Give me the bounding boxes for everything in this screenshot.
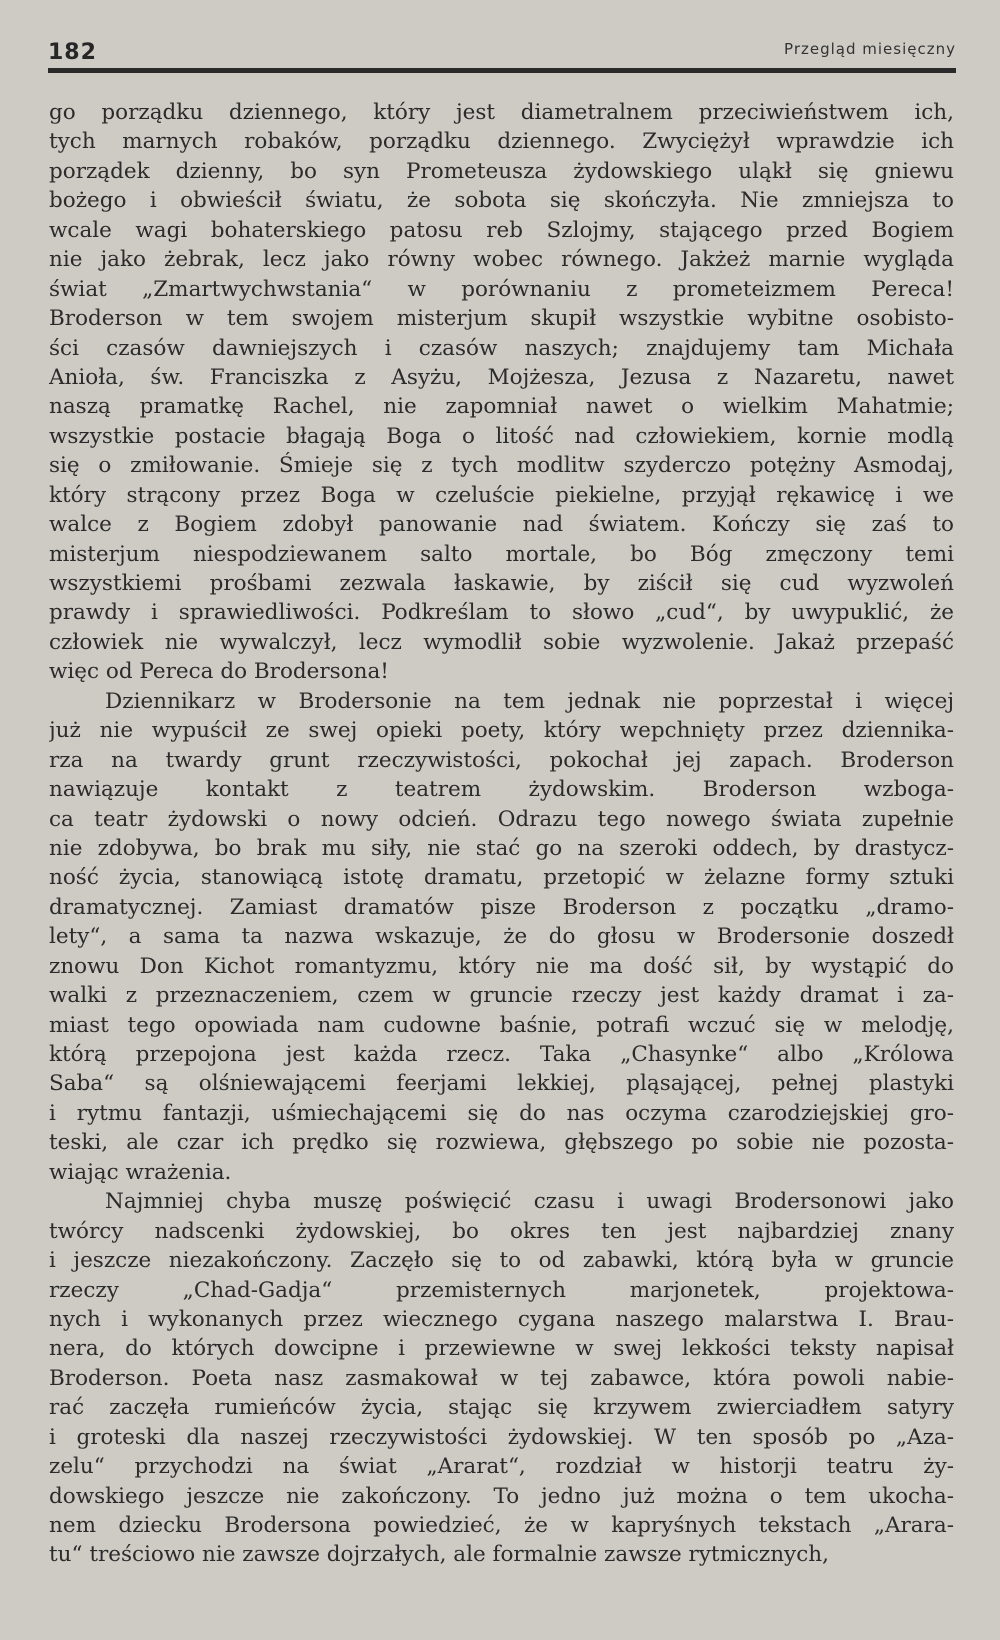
text-line: więc od Pereca do Brodersona! xyxy=(49,659,389,685)
text-line: ści czasów dawniejszych i czasów naszych; znajdujemy tam Michała xyxy=(49,335,954,361)
text-line: Broderson. Poeta nasz zasmakował w tej zabawce, która powoli nabie- xyxy=(49,1365,954,1391)
text-line: Broderson w tem swojem misterjum skupił wszystkie wybitne osobisto- xyxy=(49,306,954,332)
text-line: ca teatr żydowski o nowy odcień. Odrazu tego nowego świata zupełnie xyxy=(49,806,954,832)
text-line: ność życia, stanowiącą istotę dramatu, przetopić w żelazne formy sztuki xyxy=(49,865,954,891)
text-line: Dziennikarz w Brodersonie na tem jednak nie poprzestał i więcej xyxy=(105,688,954,714)
text-line: Anioła, św. Franciszka z Asyżu, Mojżesza, Jezusa z Nazaretu, nawet xyxy=(49,364,954,390)
header-rule xyxy=(48,68,956,73)
text-line: nie zdobywa, bo brak mu siły, nie stać go na szeroki oddech, by drastycz- xyxy=(49,835,954,861)
text-line: porządek dzienny, bo syn Prometeusza żydowskiego uląkł się gniewu xyxy=(49,158,954,184)
text-line: którą przepojona jest każda rzecz. Taka „Chasynke“ albo „Królowa xyxy=(49,1042,954,1067)
text-line: wszystkiemi prośbami zezwala łaskawie, by ziścił się cud wyzwoleń xyxy=(49,571,954,596)
text-line: nem dziecku Brodersona powiedzieć, że w kapryśnych tekstach „Arara- xyxy=(49,1513,954,1538)
text-line: naszą pramatkę Rachel, nie zapomniał nawet o wielkim Mahatmie; xyxy=(49,394,954,420)
text-line: lety“, a sama ta nazwa wskazuje, że do głosu w Brodersonie doszedł xyxy=(49,924,954,950)
text-line: Najmniej chyba muszę poświęcić czasu i uwagi Brodersonowi jako xyxy=(105,1189,954,1215)
body-text xyxy=(49,98,954,1570)
paragraph xyxy=(49,687,954,1187)
text-line: się o zmiłowanie. Śmieje się z tych modlitw szyderczo potężny Asmodaj, xyxy=(49,453,954,479)
text-line: prawdy i sprawiedliwości. Podkreślam to słowo „cud“, by uwypuklić, że xyxy=(49,600,954,626)
text-line: nie jako żebrak, lecz jako równy wobec równego. Jakżeż marnie wygląda xyxy=(49,247,954,273)
text-line: bożego i obwieścił światu, że sobota się skończyła. Nie zmniejsza to xyxy=(49,188,954,214)
page-number: 182 xyxy=(48,40,97,65)
text-line: walce z Bogiem zdobył panowanie nad światem. Kończy się zaś to xyxy=(49,512,954,538)
text-line: walki z przeznaczeniem, czem w gruncie rzeczy jest każdy dramat i za- xyxy=(49,983,954,1009)
text-line: świat „Zmartwychwstania“ w porównaniu z prometeizmem Pereca! xyxy=(49,276,954,302)
text-line: miast tego opowiada nam cudowne baśnie, potrafi wczuć się w melodję, xyxy=(49,1012,954,1038)
text-line: twórcy nadscenki żydowskiej, bo okres ten jest najbardziej znany xyxy=(49,1218,954,1244)
text-line: rza na twardy grunt rzeczywistości, pokochał jej zapach. Broderson xyxy=(49,747,954,773)
text-line: już nie wypuścił ze swej opieki poety, który wepchnięty przez dziennika- xyxy=(49,718,954,744)
text-line: wcale wagi bohaterskiego patosu reb Szlojmy, stającego przed Bogiem xyxy=(49,217,954,243)
page-header xyxy=(48,28,956,68)
text-line: nych i wykonanych przez wiecznego cygana naszego malarstwa I. Brau- xyxy=(49,1306,954,1332)
text-line: zelu“ przychodzi na świat „Ararat“, rozdział w historji teatru ży- xyxy=(49,1454,954,1480)
text-line: i jeszcze niezakończony. Zaczęło się to od zabawki, którą była w gruncie xyxy=(49,1248,954,1274)
paragraph xyxy=(49,98,954,687)
text-line: dowskiego jeszcze nie zakończony. To jedno już można o tem ukocha- xyxy=(49,1483,954,1509)
text-line: i rytmu fantazji, uśmiechającemi się do nas oczyma czarodziejskiej gro- xyxy=(49,1100,954,1126)
text-line: rzeczy „Chad-Gadja“ przemisternych marjonetek, projektowa- xyxy=(49,1277,954,1303)
text-line: który strącony przez Boga w czeluście piekielne, przyjął rękawicę i we xyxy=(49,482,954,508)
text-line: misterjum niespodziewanem salto mortale, bo Bóg zmęczony temi xyxy=(49,541,954,567)
text-line: znowu Don Kichot romantyzmu, który nie ma dość sił, by wystąpić do xyxy=(49,953,954,979)
text-line: tu“ treściowo nie zawsze dojrzałych, ale formalnie zawsze rytmicznych, xyxy=(49,1542,829,1568)
text-line: nawiązuje kontakt z teatrem żydowskim. Broderson wzboga- xyxy=(49,777,954,803)
text-line: tych marnych robaków, porządku dziennego. Zwyciężył wprawdzie ich xyxy=(49,129,954,155)
text-line: i groteski dla naszej rzeczywistości żydowskiej. W ten sposób po „Aza- xyxy=(49,1424,954,1450)
text-line: nera, do których dowcipne i przewiewne w swej lekkości teksty napisał xyxy=(49,1336,954,1362)
text-line: Saba“ są olśniewającemi feerjami lekkiej, pląsającej, pełnej plastyki xyxy=(49,1071,954,1097)
text-line: go porządku dziennego, który jest diametralnem przeciwieństwem ich, xyxy=(49,100,954,125)
text-line: wiając wrażenia. xyxy=(49,1159,232,1185)
text-line: rać zaczęła rumieńców życia, stając się krzywem zwierciadłem satyry xyxy=(49,1395,954,1421)
text-line: teski, ale czar ich prędko się rozwiewa, głębszego po sobie nie pozosta- xyxy=(49,1130,954,1156)
text-line: dramatycznej. Zamiast dramatów pisze Broderson z początku „dramo- xyxy=(49,894,954,920)
paragraph xyxy=(49,1187,954,1570)
running-head: Przegląd miesięczny xyxy=(784,40,956,58)
text-line: wszystkie postacie błagają Boga o litość nad człowiekiem, kornie modlą xyxy=(49,423,954,449)
text-line: człowiek nie wywalczył, lecz wymodlił sobie wyzwolenie. Jakaż przepaść xyxy=(49,629,954,655)
